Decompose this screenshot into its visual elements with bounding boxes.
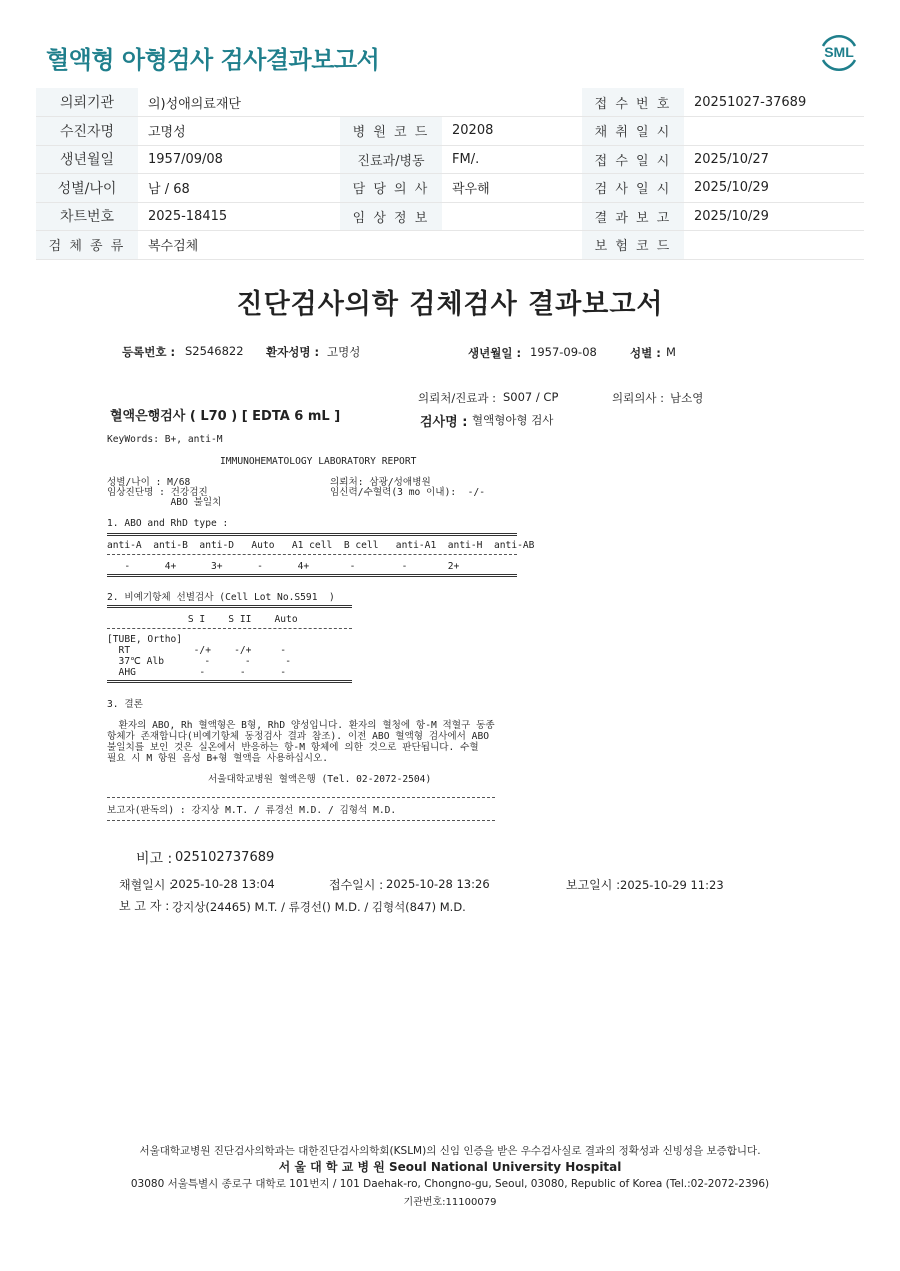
info-row <box>36 231 864 260</box>
reported-label: 보고일시 : <box>566 878 621 892</box>
clinical-label: 임 상 정 보 <box>340 202 442 231</box>
divider <box>107 680 352 683</box>
dx-line2: ABO 불일치 <box>107 497 222 508</box>
collect-label: 채혈일시 : <box>119 878 174 892</box>
divider <box>107 533 517 536</box>
dept-value: FM/. <box>442 145 582 174</box>
receipt-date-value: 2025/10/27 <box>684 145 864 174</box>
screen-row: 37℃ Alb - - - <box>107 656 292 667</box>
section-abo: 1. ABO and RhD type : <box>107 518 229 529</box>
reporter-line: 보고자(판독의) : 강지상 M.T. / 류경선 M.D. / 김형석 M.D. <box>107 805 397 816</box>
reporters-label: 보 고 자 : <box>119 899 170 913</box>
institution-label: 의뢰기관 <box>36 88 138 117</box>
sml-logo <box>815 28 863 76</box>
logo-text: SML <box>824 44 854 60</box>
doctor-label: 의뢰의사 : <box>612 391 664 405</box>
abo-values: - 4+ 3+ - 4+ - - 2+ <box>107 561 460 572</box>
specimen-label: 검 체 종 류 <box>36 231 138 260</box>
divider <box>107 820 495 821</box>
conclusion-line: 환자의 ABO, Rh 혈액형은 B형, RhD 양성입니다. 환자의 혈청에 항-M 적혈구 동종 <box>107 720 495 731</box>
collect-value: 2025-10-28 13:04 <box>171 877 275 891</box>
receipt-no-value: 20251027-37689 <box>684 88 864 117</box>
lab-name: 서울대학교병원 혈액은행 (Tel. 02-2072-2504) <box>208 774 432 785</box>
remark-label: 비고 : <box>136 851 173 867</box>
clinical-value <box>442 202 582 231</box>
name-label: 환자성명 : <box>266 345 320 359</box>
test-name-value: 혈액형아형 검사 <box>472 413 554 427</box>
info-row <box>36 202 864 231</box>
conclusion-line: 항체가 존재합니다(비예기항체 동정검사 결과 참조). 이전 ABO 혈액형 검사에서 ABO <box>107 731 489 742</box>
dx-line: 임상진단명 : 건강검진 <box>107 487 208 498</box>
doctor-value: 남소영 <box>670 391 704 405</box>
report-title: 진단검사의학 검체검사 결과보고서 <box>236 289 664 320</box>
test-code: 혈액은행검사 ( L70 ) [ EDTA 6 mL ] <box>110 409 341 424</box>
remark-value: 025102737689 <box>175 850 275 865</box>
reg-value: S2546822 <box>185 344 244 358</box>
reporters-value: 강지상(24465) M.T. / 류경선() M.D. / 김형석(847) M.D. <box>172 900 466 914</box>
preg-line: 임신력/수혈력(3 mo 이내): -/- <box>330 487 486 498</box>
divider <box>107 554 517 555</box>
footer-address: 03080 서울특별시 종로구 대학로 101번지 / 101 Daehak-ro, Chongno-gu, Seoul, 03080, Republic of Korea (Tel.:02-2072-2396) <box>130 1178 770 1190</box>
received-label: 접수일시 : <box>329 878 384 892</box>
screen-row: AHG - - - <box>107 667 287 678</box>
sex-age-label: 성별/나이 <box>36 174 138 203</box>
abo-headers: anti-A anti-B anti-D Auto A1 cell B cell anti-A1 anti-H anti-AB <box>107 540 535 551</box>
birth-label: 생년월일 : <box>468 346 522 360</box>
reg-label: 등록번호 : <box>122 345 176 359</box>
info-row <box>36 88 864 117</box>
divider <box>107 605 352 608</box>
receipt-no-label: 접 수 번 호 <box>582 88 684 117</box>
keywords: KeyWords: B+, anti-M <box>107 434 223 445</box>
sex-label: 성별 : <box>630 346 661 360</box>
divider <box>107 628 352 629</box>
info-row <box>36 145 864 174</box>
lab-title: IMMUNOHEMATOLOGY LABORATORY REPORT <box>220 456 417 467</box>
receipt-date-label: 접 수 일 시 <box>582 145 684 174</box>
doctor-label: 담 당 의 사 <box>340 174 442 203</box>
sex-age-value: 남 / 68 <box>138 174 340 203</box>
footer-institution-no: 기관번호:11100079 <box>403 1197 497 1208</box>
conclusion-line: 필요 시 M 항원 음성 B+형 혈액을 사용하십시오. <box>107 753 329 764</box>
dept-label: 진료과/병동 <box>340 145 442 174</box>
info-row <box>36 117 864 146</box>
birth-label: 생년월일 <box>36 145 138 174</box>
screen-headers: S I S II Auto <box>107 614 298 625</box>
patient-value: 고명성 <box>138 117 340 146</box>
sex-value: M <box>666 345 676 359</box>
footer-certification: 서울대학교병원 진단검사의학과는 대한진단검사의학회(KSLM)의 신임 인증을 받은 우수검사실로 결과의 정확성과 신빙성을 보증합니다. <box>139 1145 761 1157</box>
chart-no-label: 차트번호 <box>36 202 138 231</box>
received-value: 2025-10-28 13:26 <box>386 877 490 891</box>
name-value: 고명성 <box>327 345 361 359</box>
section-conclusion: 3. 결론 <box>107 699 143 710</box>
hospital-code-value: 20208 <box>442 117 582 146</box>
footer-hospital: 서 울 대 학 교 병 원 Seoul National University Hospital <box>278 1160 622 1174</box>
result-date-label: 결 과 보 고 <box>582 202 684 231</box>
screen-row: [TUBE, Ortho] <box>107 634 183 645</box>
insurance-label: 보 험 코 드 <box>582 231 684 260</box>
screen-row: RT -/+ -/+ - <box>107 645 287 656</box>
patient-label: 수진자명 <box>36 117 138 146</box>
sex-age-line: 성별/나이 : M/68 <box>107 477 191 488</box>
institution-value: 의)성애의료재단 <box>138 88 442 117</box>
info-row <box>36 174 864 203</box>
reported-value: 2025-10-29 11:23 <box>620 878 724 892</box>
specimen-value: 복수검체 <box>138 231 582 260</box>
req-line: 의뢰처: 삼광/성애병원 <box>330 477 431 488</box>
collect-date-value <box>684 117 864 146</box>
section-screen: 2. 비예기항체 선별검사 (Cell Lot No.S591 ) <box>107 592 335 603</box>
report-header-title: 혈액형 아형검사 검사결과보고서 <box>46 46 380 74</box>
doctor-value: 곽우해 <box>442 174 582 203</box>
insurance-value <box>684 231 864 260</box>
hospital-code-label: 병 원 코 드 <box>340 117 442 146</box>
result-date-value: 2025/10/29 <box>684 202 864 231</box>
divider <box>107 574 517 577</box>
divider <box>107 797 495 798</box>
birth-value: 1957-09-08 <box>530 345 597 359</box>
collect-date-label: 채 취 일 시 <box>582 117 684 146</box>
dept-value: S007 / CP <box>503 390 559 404</box>
chart-no-value: 2025-18415 <box>138 202 340 231</box>
test-name-label: 검사명 : <box>420 415 468 430</box>
test-date-value: 2025/10/29 <box>684 174 864 203</box>
birth-value: 1957/09/08 <box>138 145 340 174</box>
patient-info-table <box>36 88 864 260</box>
test-date-label: 검 사 일 시 <box>582 174 684 203</box>
dept-label: 의뢰처/진료과 : <box>418 391 497 405</box>
conclusion-line: 불일치를 보인 것은 실온에서 반응하는 항-M 항체에 의한 것으로 판단됩니다. 수혈 <box>107 742 479 753</box>
